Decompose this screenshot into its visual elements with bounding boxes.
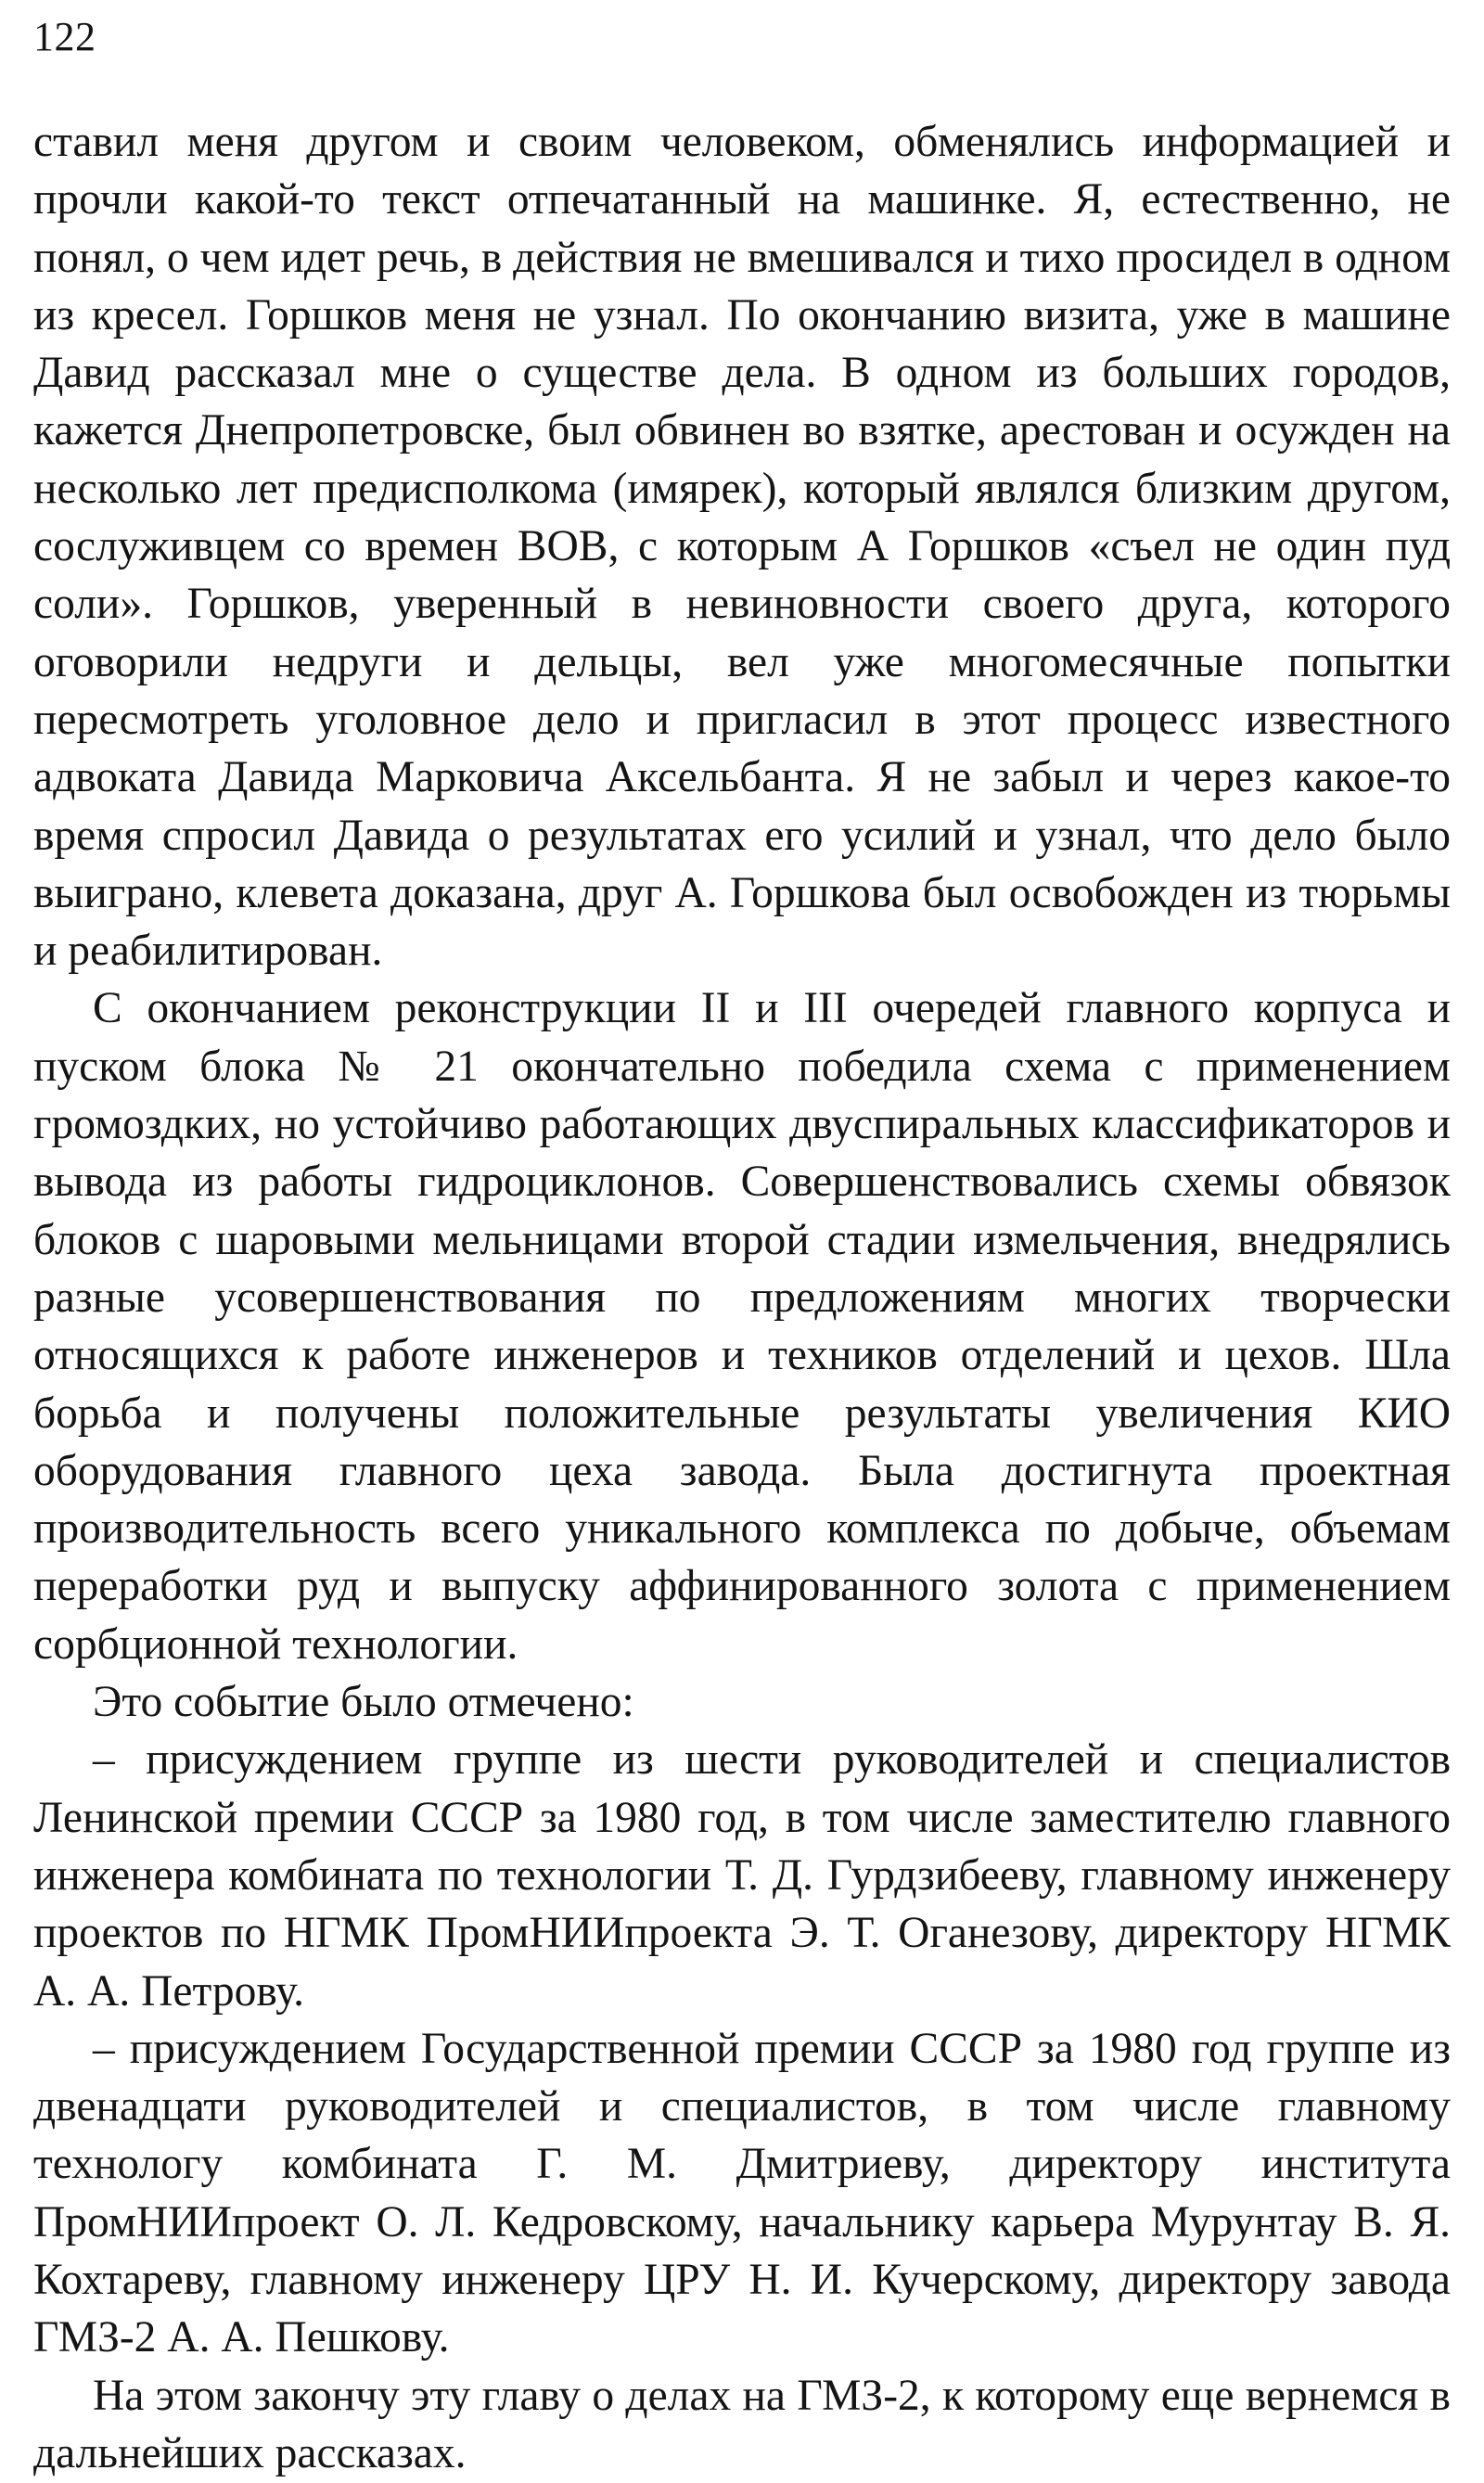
paragraph-state-prize: – присуждением Государственной премии СССР за 1980 год группе из двенадцати руководителей и специалистов, в том числе главному технологу комбината Г. М. Дмитриеву, директору института ПромНИИпроект О. Л. Кедровскому, начальнику карьера Мурунтау В. Я. Кохтареву, главному инженеру ЦРУ Н. И. Кучерскому, директору завода ГМЗ-2 А. А. Пешкову. — [33, 2024, 1451, 2362]
paragraph-event-noted: Это событие было отмечено: — [93, 1678, 634, 1727]
paragraph-reconstruction: С окончанием реконструкции II и III очередей главного корпуса и пуском блока № 21 окончательно победила схема с применением громоздких, но устойчиво работающих двуспиральных классификаторов и вывода из работы гидроциклонов. Совершенствовались схемы обвязок блоков с шаровыми мельницами второй стадии измельчения, внедрялись разные усовершенствования по предложениям многих творчески относящихся к работе инженеров и техников отделений и цехов. Шла борьба и получены положительные результаты увеличения КИО оборудования главного цеха завода. Была достигнута проектная производительность всего уникального комплекса по добыче, объемам переработки руд и выпуску аффинированного золота с применением сорбционной технологии. — [33, 984, 1451, 1669]
paragraph-chapter-end: На этом закончу эту главу о делах на ГМЗ-2, к которому еще вернемся в дальнейших рассказах. — [33, 2371, 1451, 2477]
paragraph-lenin-prize: – присуждением группе из шести руководителей и специалистов Ленинской премии СССР за 1980 год, в том числе заместителю главного инженера комбината по технологии Т. Д. Гурдзибееву, главному инженеру проектов по НГМК ПромНИИпроекта Э. Т. Оганезову, директору НГМК А. А. Петрову. — [33, 1735, 1451, 2016]
page-number: 122 — [33, 14, 96, 59]
paragraph-visit-story: ставил меня другом и своим человеком, обменялись информацией и прочли какой-то текст отпечатанный на машинке. Я, естественно, не понял, о чем идет речь, в действия не вмешивался и тихо просидел в одном из кресел. Горшков меня не узнал. По окончанию визита, уже в машине Давид рассказал мне о существе дела. В одном из больших городов, кажется Днепропетровске, был обвинен во взятке, арестован и осужден на несколько лет предисполкома (имярек), который являлся близким другом, сослуживцем со времен ВОВ, с которым А Горшков «съел не один пуд соли». Горшков, уверенный в невиновности своего друга, которого оговорили недруги и дельцы, вел уже многомесячные попытки пересмотреть уголовное дело и пригласил в этот процесс известного адвоката Давида Марковича Аксельбанта. Я не забыл и через какое-то время спросил Давида о результатах его усилий и узнал, что дело было выиграно, клевета доказана, друг А. Горшкова был освобожден из тюрьмы и реабилитирован. — [33, 118, 1451, 976]
